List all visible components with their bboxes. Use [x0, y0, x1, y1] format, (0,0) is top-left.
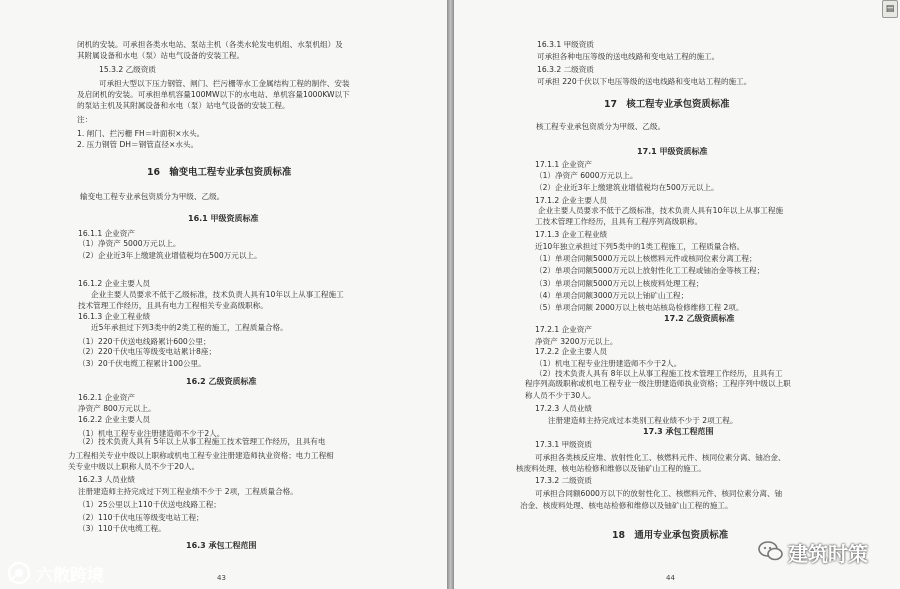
camera-logo-icon: [6, 561, 32, 585]
left-page-text-line: 1. 闸门、拦污栅 FH＝叶面积×水头。: [77, 129, 205, 138]
right-page-text-line: （1）机电工程专业注册建造师不少于2人。: [535, 359, 682, 368]
left-page-text-line: 技术管理工作经历，且具有电力工程相关专业高级职称。: [78, 301, 268, 310]
right-page-text-line: （2）技术负责人具有 8年以上从事工程施工技术管理工作经历，且具有工: [535, 369, 783, 378]
left-page-text-line: 及启闭机的安装。可承担单机容量100MW以下的水电站、单机容量1000KW以下: [77, 90, 350, 99]
right-page-text-line: （3）单项合同额5000万元以上核废料处理工程；: [535, 279, 704, 288]
left-page-text-line: 企业主要人员要求不低于乙级标准，技术负责人具有10年以上从事工程施工: [91, 290, 344, 299]
left-page-text-line: 近5年承担过下列3类中的2类工程的施工，工程质量合格。: [91, 323, 288, 332]
right-page-text-line: 注册建造师主持完成过本类别工程业绩不少于 2项工程。: [548, 416, 738, 425]
right-page-text-line: 企业主要人员要求不低于乙级标准，技术负责人具有10年以上从事工程施: [538, 206, 784, 215]
document-icon[interactable]: ▤: [882, 0, 898, 18]
right-page-text-line: 可承担合同额6000万以下的放射性化工、核燃料元件、核同位素分离、铀: [535, 489, 783, 498]
right-page-text-line: 核废料处理、核电站检修和维修以及铀矿山工程的施工。: [516, 464, 706, 473]
left-page-text-line: 力工程相关专业中级以上职称或机电工程专业注册建造师执业资格；电力工程相: [68, 451, 334, 460]
left-page-text-line: 其附属设备和水电（泵）站电气设备的安装工程。: [77, 51, 245, 60]
right-page-text-line: 17.1.2 企业主要人员: [535, 196, 608, 205]
right-page-text-line: 17.3.1 甲级资质: [535, 440, 592, 449]
left-page-text-line: 16.1.3 企业工程业绩: [78, 312, 151, 321]
right-watermark: [758, 536, 898, 566]
left-page-text-line: 闭机的安装。可承担各类水电站、泵站主机（各类水轮发电机组、水泵机组）及: [77, 40, 343, 49]
right-page-text-line: 可承担 220千伏以下电压等级的送电线路和变电站工程的施工。: [537, 77, 752, 86]
right-page-text-line: 核工程专业承包资质分为甲级、乙级。: [536, 122, 666, 131]
watermark-left-text: 六散跨境: [36, 566, 104, 586]
right-page-heading: 17.2 乙级资质标准: [664, 314, 735, 323]
left-page-text-line: 注册建造师主持完成过下列工程业绩不少于 2项，工程质量合格。: [78, 487, 298, 496]
left-page: [0, 0, 447, 589]
left-page-text-line: 2. 压力钢管 DH＝钢管直径×水头。: [77, 140, 199, 149]
right-page-text-line: 工技术管理工作经历，且具有工程序列高级职称。: [535, 217, 703, 226]
right-page-text-line: 近10年独立承担过下列5类中的1类工程施工，工程质量合格。: [535, 242, 745, 251]
right-page-text-line: 程序列高级职称或机电工程专业一级注册建造师执业资格；工程序列中级以上职: [525, 379, 791, 388]
right-page-heading: 18 通用专业承包资质标准: [612, 530, 729, 541]
left-page-text-line: （1）25公里以上110千伏送电线路工程；: [78, 500, 221, 509]
wechat-icon: [758, 540, 784, 562]
left-page-text-line: 16.2.1 企业资产: [78, 393, 135, 402]
right-page-text-line: 净资产 3200万元以上。: [535, 337, 618, 346]
left-page-text-line: （1）220千伏送电线路累计600公里；: [78, 337, 211, 346]
left-page-text-line: 16.2.3 人员业绩: [78, 475, 135, 484]
left-page-text-line: （2）技术负责人具有 5年以上从事工程施工技术管理工作经历，且具有电: [78, 437, 326, 446]
right-page-text-line: （4）单项合同额3000万元以上铀矿山工程；: [535, 291, 689, 300]
left-page-text-line: 16.2.2 企业主要人员: [78, 415, 151, 424]
right-page-heading: 17.3 承包工程范围: [643, 427, 714, 436]
left-page-text-line: 净资产 800万元以上。: [78, 404, 156, 413]
left-page-text-line: 16.1.2 企业主要人员: [78, 279, 151, 288]
page-number-left: 43: [217, 574, 226, 582]
right-page-text-line: 称人员不少于30人。: [525, 391, 596, 400]
left-page-heading: 16 输变电工程专业承包资质标准: [147, 167, 292, 178]
right-page: [454, 0, 900, 589]
left-page-text-line: 的泵站主机及其附属设备和水电（泵）站电气设备的安装工程。: [77, 101, 290, 110]
left-page-heading: 16.3 承包工程范围: [186, 541, 257, 550]
left-watermark: [6, 559, 126, 587]
left-page-text-line: （2）企业近3年上缴建筑业增值税均在500万元以上。: [78, 251, 262, 260]
left-page-text-line: （3）110千伏电缆工程。: [78, 524, 166, 533]
right-page-text-line: （1）单项合同额5000万元以上核燃料元件或核同位素分离工程；: [535, 254, 757, 263]
right-page-text-line: （2）企业近3年上缴建筑业增值税均在500万元以上。: [535, 183, 719, 192]
right-page-text-line: 17.3.2 二级资质: [535, 476, 592, 485]
left-page-text-line: 15.3.2 乙级资质: [99, 65, 156, 74]
right-page-heading: 17 核工程专业承包资质标准: [604, 99, 730, 110]
right-page-text-line: 17.1.1 企业资产: [535, 160, 592, 169]
left-page-text-line: 关专业中级以上职称人员不少于20人。: [68, 462, 200, 471]
right-page-text-line: 16.3.1 甲级资质: [537, 40, 594, 49]
right-page-text-line: 可承担各类核反应堆、放射性化工、核燃料元件、核同位素分离、铀冶金、: [535, 453, 786, 462]
right-page-text-line: （5）单项合同额 2000万以上核电站核岛检修维修工程 2项。: [535, 303, 744, 312]
left-page-text-line: 注：: [77, 115, 93, 124]
right-page-text-line: 16.3.2 二级资质: [537, 65, 594, 74]
left-page-text-line: （1）净资产 5000万元以上。: [78, 239, 181, 248]
left-page-text-line: 可承担大型以下压力钢管、闸门、拦污栅等水工金属结构工程的制作、安装: [99, 79, 350, 88]
left-page-heading: 16.2 乙级资质标准: [186, 377, 257, 386]
left-page-heading: 16.1 甲级资质标准: [188, 214, 259, 223]
right-page-heading: 17.1 甲级资质标准: [637, 147, 708, 156]
left-page-text-line: （2）110千伏电压等级变电站工程；: [78, 513, 204, 522]
page-gutter: [447, 0, 454, 589]
left-page-text-line: （2）220千伏电压等级变电站累计8座；: [78, 347, 217, 356]
page-number-right: 44: [666, 574, 675, 582]
right-page-text-line: （2）单项合同额5000万元以上放射性化工工程或铀冶金等核工程；: [535, 266, 765, 275]
left-page-text-line: 16.1.1 企业资产: [78, 229, 135, 238]
right-page-text-line: 可承担各种电压等级的送电线路和变电站工程的施工。: [537, 52, 720, 61]
right-page-text-line: 17.2.1 企业资产: [535, 325, 592, 334]
right-page-text-line: 17.2.3 人员业绩: [535, 404, 592, 413]
right-page-text-line: 冶金、核废料处理、核电站检修和维修以及铀矿山工程的施工。: [520, 501, 733, 510]
left-page-text-line: （1）机电工程专业注册建造师不少于2人。: [78, 429, 225, 438]
right-page-text-line: 17.1.3 企业工程业绩: [535, 230, 608, 239]
watermark-right-text: 建筑时策: [788, 542, 868, 566]
right-page-text-line: （1）净资产 6000万元以上。: [535, 171, 638, 180]
right-page-text-line: 17.2.2 企业主要人员: [535, 347, 608, 356]
left-page-text-line: 输变电工程专业承包资质分为甲级、乙级。: [80, 192, 225, 201]
left-page-text-line: （3）20千伏电缆工程累计100公里。: [78, 359, 206, 368]
